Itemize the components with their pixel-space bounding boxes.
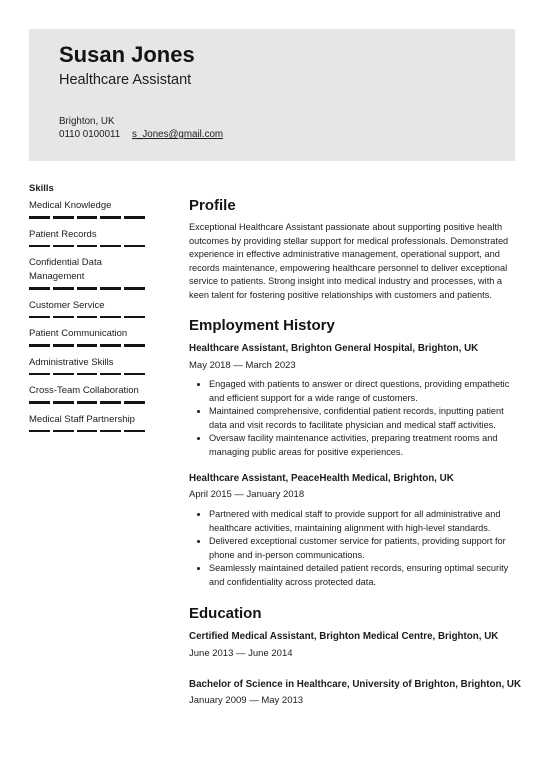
skill-item — [29, 256, 145, 290]
skill-level-bar — [29, 373, 145, 376]
list-item: • Delivered exceptional customer service for patients, providing support for phone and in-person communications. — [209, 535, 517, 562]
skill-item — [29, 299, 145, 319]
education-heading: Education — [189, 605, 262, 622]
job-entry-title: Healthcare Assistant, PeaceHealth Medical, Brighton, UK — [189, 473, 454, 484]
skills-heading: Skills — [29, 183, 54, 194]
job-entry-dates: April 2015 — January 2018 — [189, 489, 305, 500]
skill-label: Administrative Skills — [29, 356, 114, 368]
job-entry-title: Healthcare Assistant, Brighton General Hospital, Brighton, UK — [189, 343, 479, 354]
skill-label: Cross-Team Collaboration — [29, 385, 139, 396]
list-item: • Partnered with medical staff to provide support for all administrative and healthcare activities, maintaining alignment with high-level standards. — [209, 508, 517, 535]
skill-label: Patient Records — [29, 228, 97, 240]
skill-label: Customer Service — [29, 299, 105, 311]
education-entry-title: Certified Medical Assistant, Brighton Medical Centre, Brighton, UK — [189, 631, 499, 642]
skill-level-bar — [29, 316, 145, 319]
skill-level-bar — [29, 401, 145, 404]
location: Brighton, UK — [59, 116, 115, 127]
profile-text: Exceptional Healthcare Assistant passionate about supporting positive health outcomes by providing stellar support for medical professionals. Demonstrated experience in effective administrative management, operational support, and records maintenance, empowering healthcare personnel to deliver exceptional service to patients. Strong insight into medical industry and processes, with a keen talent for fostering positive relationships with customers and patients. — [189, 222, 509, 300]
skill-level-bar — [29, 216, 145, 219]
job-entry-bullets — [189, 508, 517, 590]
job-entry-dates: May 2018 — March 2023 — [189, 360, 296, 371]
skill-label: Patient Communication — [29, 328, 128, 339]
skill-item — [29, 228, 145, 248]
list-item: • Maintained comprehensive, confidential patient records, inputting patient data and visit records to facilitate physician and medical staff activities. — [209, 405, 517, 432]
skill-item — [29, 199, 145, 219]
education-entry-dates: January 2009 — May 2013 — [189, 695, 304, 706]
list-item: • Seamlessly maintained detailed patient records, ensuring optimal security and confidentiality across protected data. — [209, 562, 517, 589]
skill-item — [29, 384, 145, 404]
skill-item — [29, 356, 145, 376]
job-entry-bullets — [189, 378, 517, 460]
skills-sidebar — [29, 183, 145, 441]
skill-level-bar — [29, 287, 145, 290]
education-entry-title: Bachelor of Science in Healthcare, University of Brighton, Brighton, UK — [189, 679, 522, 690]
list-item: • Oversaw facility maintenance activities, preparing treatment rooms and managing public areas for positive experiences. — [209, 432, 517, 459]
skill-label: Medical Staff Partnership — [29, 413, 135, 425]
skill-item — [29, 327, 145, 347]
candidate-name: Susan Jones — [59, 42, 195, 67]
email-link[interactable]: s_Jones@gmail.com — [132, 129, 224, 140]
resume-header — [29, 29, 515, 161]
skill-level-bar — [29, 245, 145, 248]
skill-item — [29, 413, 145, 433]
skill-level-bar — [29, 344, 145, 347]
job-title: Healthcare Assistant — [59, 72, 192, 88]
list-item: • Engaged with patients to answer or direct questions, providing empathetic and efficient support for a wide range of customers. — [209, 378, 517, 405]
phone-number: 0110 0100011 — [59, 129, 121, 140]
employment-heading: Employment History — [189, 317, 335, 334]
profile-heading: Profile — [189, 197, 236, 214]
education-entry-dates: June 2013 — June 2014 — [189, 648, 293, 659]
skill-label: Medical Knowledge — [29, 200, 112, 211]
skill-label: Confidential Data Management — [29, 257, 102, 282]
skill-level-bar — [29, 430, 145, 433]
